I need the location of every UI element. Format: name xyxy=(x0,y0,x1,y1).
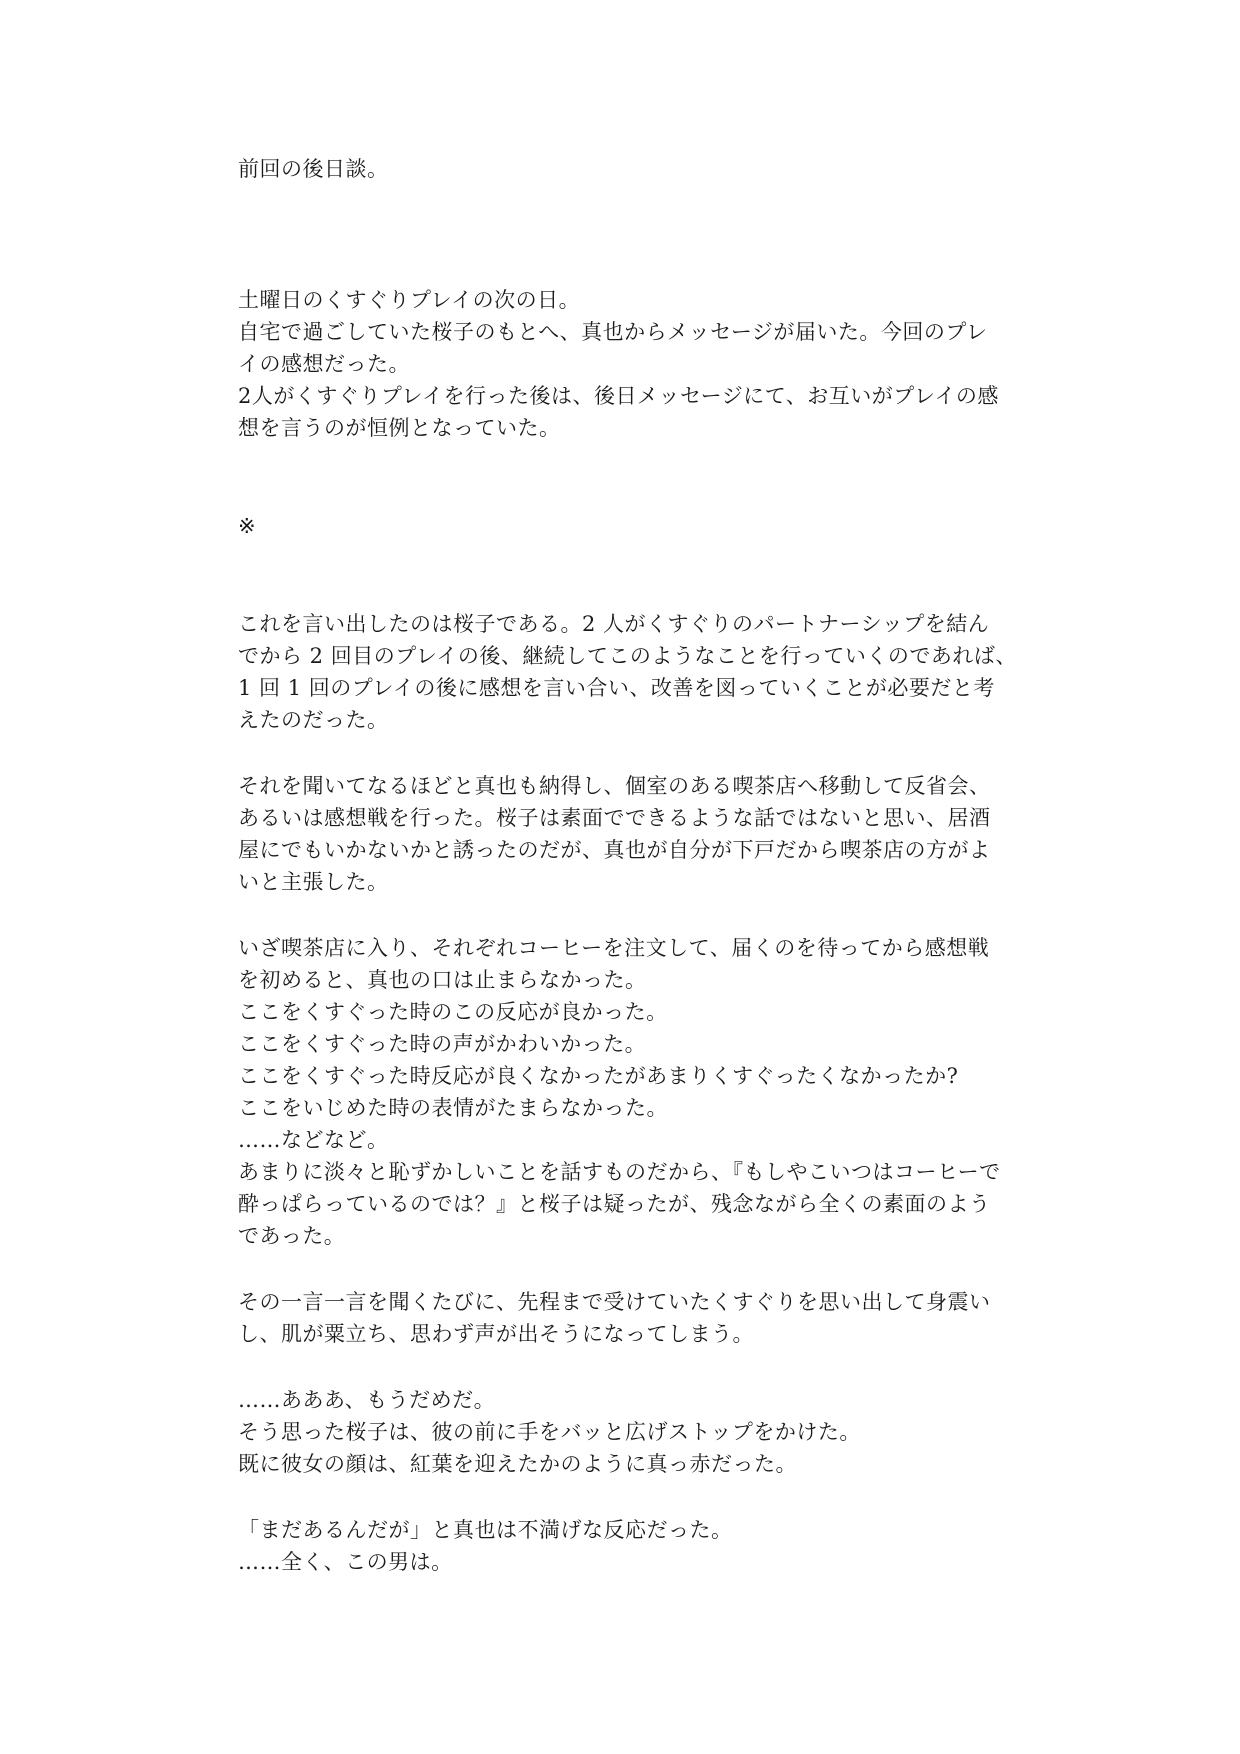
text-line: イの感想だった。 xyxy=(238,352,410,376)
text-line: でから 2 回目のプレイの後、継続してこのようなことを行っていくのであれば、 xyxy=(238,644,1017,668)
text-line: その一言一言を聞くたびに、先程まで受けていたくすぐりを思い出して身震い xyxy=(238,1290,991,1314)
text-line: 自宅で過ごしていた桜子のもとへ、真也からメッセージが届いた。今回のプレ xyxy=(238,320,988,344)
text-line: 1 回 1 回のプレイの後に感想を言い合い、改善を図っていくことが必要だと考 xyxy=(238,676,995,700)
text-line: 「まだあるんだが」と真也は不満げな反応だった。 xyxy=(238,1518,733,1542)
text-line: し、肌が粟立ち、思わず声が出そうになってしまう。 xyxy=(238,1322,754,1346)
text-line: 酔っぱらっているのでは？』と桜子は疑ったが、残念ながら全くの素面のよう xyxy=(238,1192,991,1216)
text-line: ……全く、この男は。 xyxy=(238,1550,453,1574)
text-line: ……あああ、もうだめだ。 xyxy=(238,1388,496,1412)
text-line: あまりに淡々と恥ずかしいことを話すものだから、『もしやこいつはコーヒーで xyxy=(238,1160,1001,1184)
text-line: いざ喫茶店に入り、それぞれコーヒーを注文して、届くのを待ってから感想戦 xyxy=(238,936,990,960)
text-line: を初めると、真也の口は止まらなかった。 xyxy=(238,968,647,992)
text-line: えたのだった。 xyxy=(238,708,389,732)
text-line: ここをくすぐった時のこの反応が良かった。 xyxy=(238,1000,668,1024)
text-line: 屋にでもいかないかと誘ったのだが、真也が自分が下戸だから喫茶店の方がよ xyxy=(238,838,991,862)
text-line: いと主張した。 xyxy=(238,870,389,894)
text-line: ……などなど。 xyxy=(238,1128,389,1152)
text-line: これを言い出したのは桜子である。2 人がくすぐりのパートナーシップを結ん xyxy=(238,612,990,636)
text-line: そう思った桜子は、彼の前に手をバッと広げストップをかけた。 xyxy=(238,1420,861,1444)
text-line: ここをくすぐった時反応が良くなかったがあまりくすぐったくなかったか? xyxy=(238,1064,959,1088)
text-line: それを聞いてなるほどと真也も納得し、個室のある喫茶店へ移動して反省会、 xyxy=(238,774,991,798)
section-marker: ※ xyxy=(238,514,257,538)
text-line: あるいは感想戦を行った。桜子は素面でできるような話ではないと思い、居酒 xyxy=(238,806,991,830)
text-line: 既に彼女の顔は、紅葉を迎えたかのように真っ赤だった。 xyxy=(238,1452,797,1476)
text-line: ここをくすぐった時の声がかわいかった。 xyxy=(238,1032,647,1056)
text-line: 土曜日のくすぐりプレイの次の日。 xyxy=(238,288,581,312)
text-line: ここをいじめた時の表情がたまらなかった。 xyxy=(238,1096,668,1120)
text-line: であった。 xyxy=(238,1224,346,1248)
text-line: 想を言うのが恒例となっていた。 xyxy=(238,416,561,440)
text-line: 2人がくすぐりプレイを行った後は、後日メッセージにて、お互いがプレイの感 xyxy=(238,384,999,408)
text-line: 前回の後日談。 xyxy=(238,157,389,181)
